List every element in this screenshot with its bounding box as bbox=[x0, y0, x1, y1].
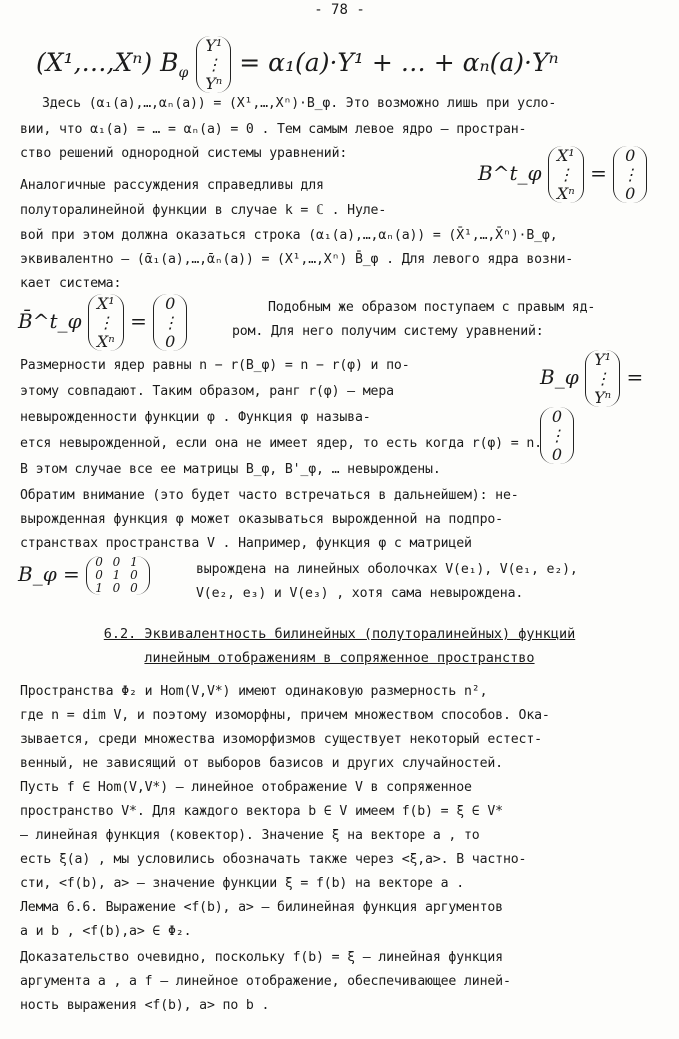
text-line-16: Обратим внимание (это будет часто встречаться в дальнейшем): не- bbox=[20, 488, 519, 503]
section-heading-1: 6.2. Эквивалентность билинейных (полуторалинейных) функций bbox=[103, 626, 576, 642]
text-line-3: ство решений однородной системы уравнений: bbox=[20, 146, 348, 161]
section-heading-2: линейным отображениям в сопряженное пространство bbox=[144, 650, 535, 666]
unknown-vector: X¹ ⋮ Xⁿ bbox=[548, 146, 584, 203]
matrix-label: B_φ = bbox=[18, 562, 80, 586]
text-line-19: вырождена на линейных оболочках V(e₁), V(e₁, e₂), bbox=[196, 562, 578, 577]
text-line-34: ность выражения <f(b), a> по b . bbox=[20, 998, 270, 1013]
text-line-13: невырожденности функции φ . Функция φ называ- bbox=[20, 410, 371, 425]
system-right-kernel: B_φ Y¹ ⋮ Yⁿ = 0 ⋮ 0 bbox=[540, 350, 644, 464]
text-line-20: V(e₂, e₃) и V(e₃) , хотя сама невырождена. bbox=[196, 586, 524, 601]
text-line-8: кает система: bbox=[20, 276, 122, 291]
text-line-27: – линейная функция (ковектор). Значение ξ на векторе a , то bbox=[20, 828, 480, 843]
text-line-24: венный, не зависящий от выборов базисов и других случайностей. bbox=[20, 756, 503, 771]
matrix-label: B_φ bbox=[540, 365, 579, 389]
matrix-example bbox=[18, 556, 150, 595]
zero-vector: 0 ⋮ 0 bbox=[613, 146, 647, 203]
text-line-28: есть ξ(a) , мы условились обозначать также через <ξ,a>. В частно- bbox=[20, 852, 527, 867]
text-line-10: ром. Для него получим систему уравнений: bbox=[232, 324, 544, 339]
text-line-21: Пространства Φ₂ и Hom(V,V*) имеют одинаковую размерность n², bbox=[20, 684, 488, 699]
text-line-31: a и b , <f(b),a> ∈ Φ₂. bbox=[20, 924, 192, 939]
text-line-22: где n = dim V, и поэтому изоморфны, причем множеством способов. Ока- bbox=[20, 708, 550, 723]
zero-vector: 0 ⋮ 0 bbox=[540, 407, 574, 464]
text-line-5: полуторалинейной функции в случае k = ℂ . Нуле- bbox=[20, 203, 387, 218]
text-line-29: сти, <f(b), a> – значение функции ξ = f(b) на векторе a . bbox=[20, 876, 465, 891]
text-line-23: зывается, среди множества изоморфизмов существует некоторый естест- bbox=[20, 732, 542, 747]
text-line-14: ется невырожденной, если она не имеет ядер, то есть когда r(φ) = n. bbox=[20, 436, 542, 451]
text-line-7: эквивалентно – (ᾱ₁(a),…,ᾱₙ(a)) = (X¹,…,Xⁿ) B̄_φ . Для левого ядра возни- bbox=[20, 252, 574, 267]
lemma-6-6: Лемма 6.6. Выражение <f(b), a> – билинейная функция аргументов bbox=[20, 900, 503, 915]
unknown-vector: Y¹ ⋮ Yⁿ bbox=[585, 350, 620, 407]
unknown-vector: X¹ ⋮ Xⁿ bbox=[88, 294, 124, 351]
text-line-33: аргумента a , а f – линейное отображение, обеспечивающее линей- bbox=[20, 974, 511, 989]
matrix-label: B̄^t_φ bbox=[18, 309, 82, 333]
system-left-kernel: B^t_φ X¹ ⋮ Xⁿ = 0 ⋮ 0 bbox=[478, 146, 647, 203]
text-line-6: вой при этом должна оказаться строка (α₁(a),…,αₙ(a)) = (X̄¹,…,X̄ⁿ)·B_φ, bbox=[20, 228, 558, 243]
text-line-15: В этом случае все ее матрицы B_φ, B'_φ, … невырождены. bbox=[20, 462, 441, 477]
text-line-18: странствах пространства V . Например, функция φ с матрицей bbox=[20, 536, 472, 551]
formula-bilinear bbox=[36, 36, 559, 93]
matrix-row-2: 0 1 0 bbox=[95, 568, 141, 582]
text-line-4: Аналогичные рассуждения справедливы для bbox=[20, 178, 324, 193]
text-line-9: Подобным же образом поступаем с правым яд- bbox=[268, 300, 596, 315]
text-line-17: вырожденная функция φ может оказываться вырожденной на подпро- bbox=[20, 512, 503, 527]
text-line-1: Здесь (α₁(a),…,αₙ(a)) = (X¹,…,Xⁿ)·B_φ. Это возможно лишь при усло- bbox=[42, 96, 557, 111]
proof-line-1: Доказательство очевидно, поскольку f(b) = ξ – линейная функция bbox=[20, 950, 503, 965]
text-line-26: пространство V*. Для каждого вектора b ∈ V имеем f(b) = ξ ∈ V* bbox=[20, 804, 503, 819]
zero-vector: 0 ⋮ 0 bbox=[153, 294, 187, 351]
matrix-row-1: 0 0 1 bbox=[95, 555, 141, 569]
matrix-label: B^t_φ bbox=[478, 161, 542, 185]
formula-rhs: = α₁(a)·Y¹ + … + αₙ(a)·Yⁿ bbox=[239, 48, 559, 77]
text-line-25: Пусть f ∈ Hom(V,V*) – линейное отображение V в сопряженное bbox=[20, 780, 472, 795]
system-left-kernel-conjugate: B̄^t_φ X¹ ⋮ Xⁿ = 0 ⋮ 0 bbox=[18, 294, 187, 351]
formula-row-vector: (X¹,…,Xⁿ) $B_\varphi$ bbox=[36, 48, 189, 81]
text-line-11: Размерности ядер равны n − r(B_φ) = n − r(φ) и по- bbox=[20, 358, 410, 373]
matrix-row-3: 1 0 0 bbox=[95, 581, 141, 595]
text-line-2: вии, что α₁(a) = … = αₙ(a) = 0 . Тем самым левое ядро – простран- bbox=[20, 122, 527, 137]
matrix-B-entries bbox=[86, 556, 150, 595]
page-number: - 78 - bbox=[314, 2, 365, 18]
text-line-12: этому совпадают. Таким образом, ранг r(φ) – мера bbox=[20, 384, 394, 399]
formula-column-vector: Y¹ ⋮ Yⁿ bbox=[196, 36, 231, 93]
